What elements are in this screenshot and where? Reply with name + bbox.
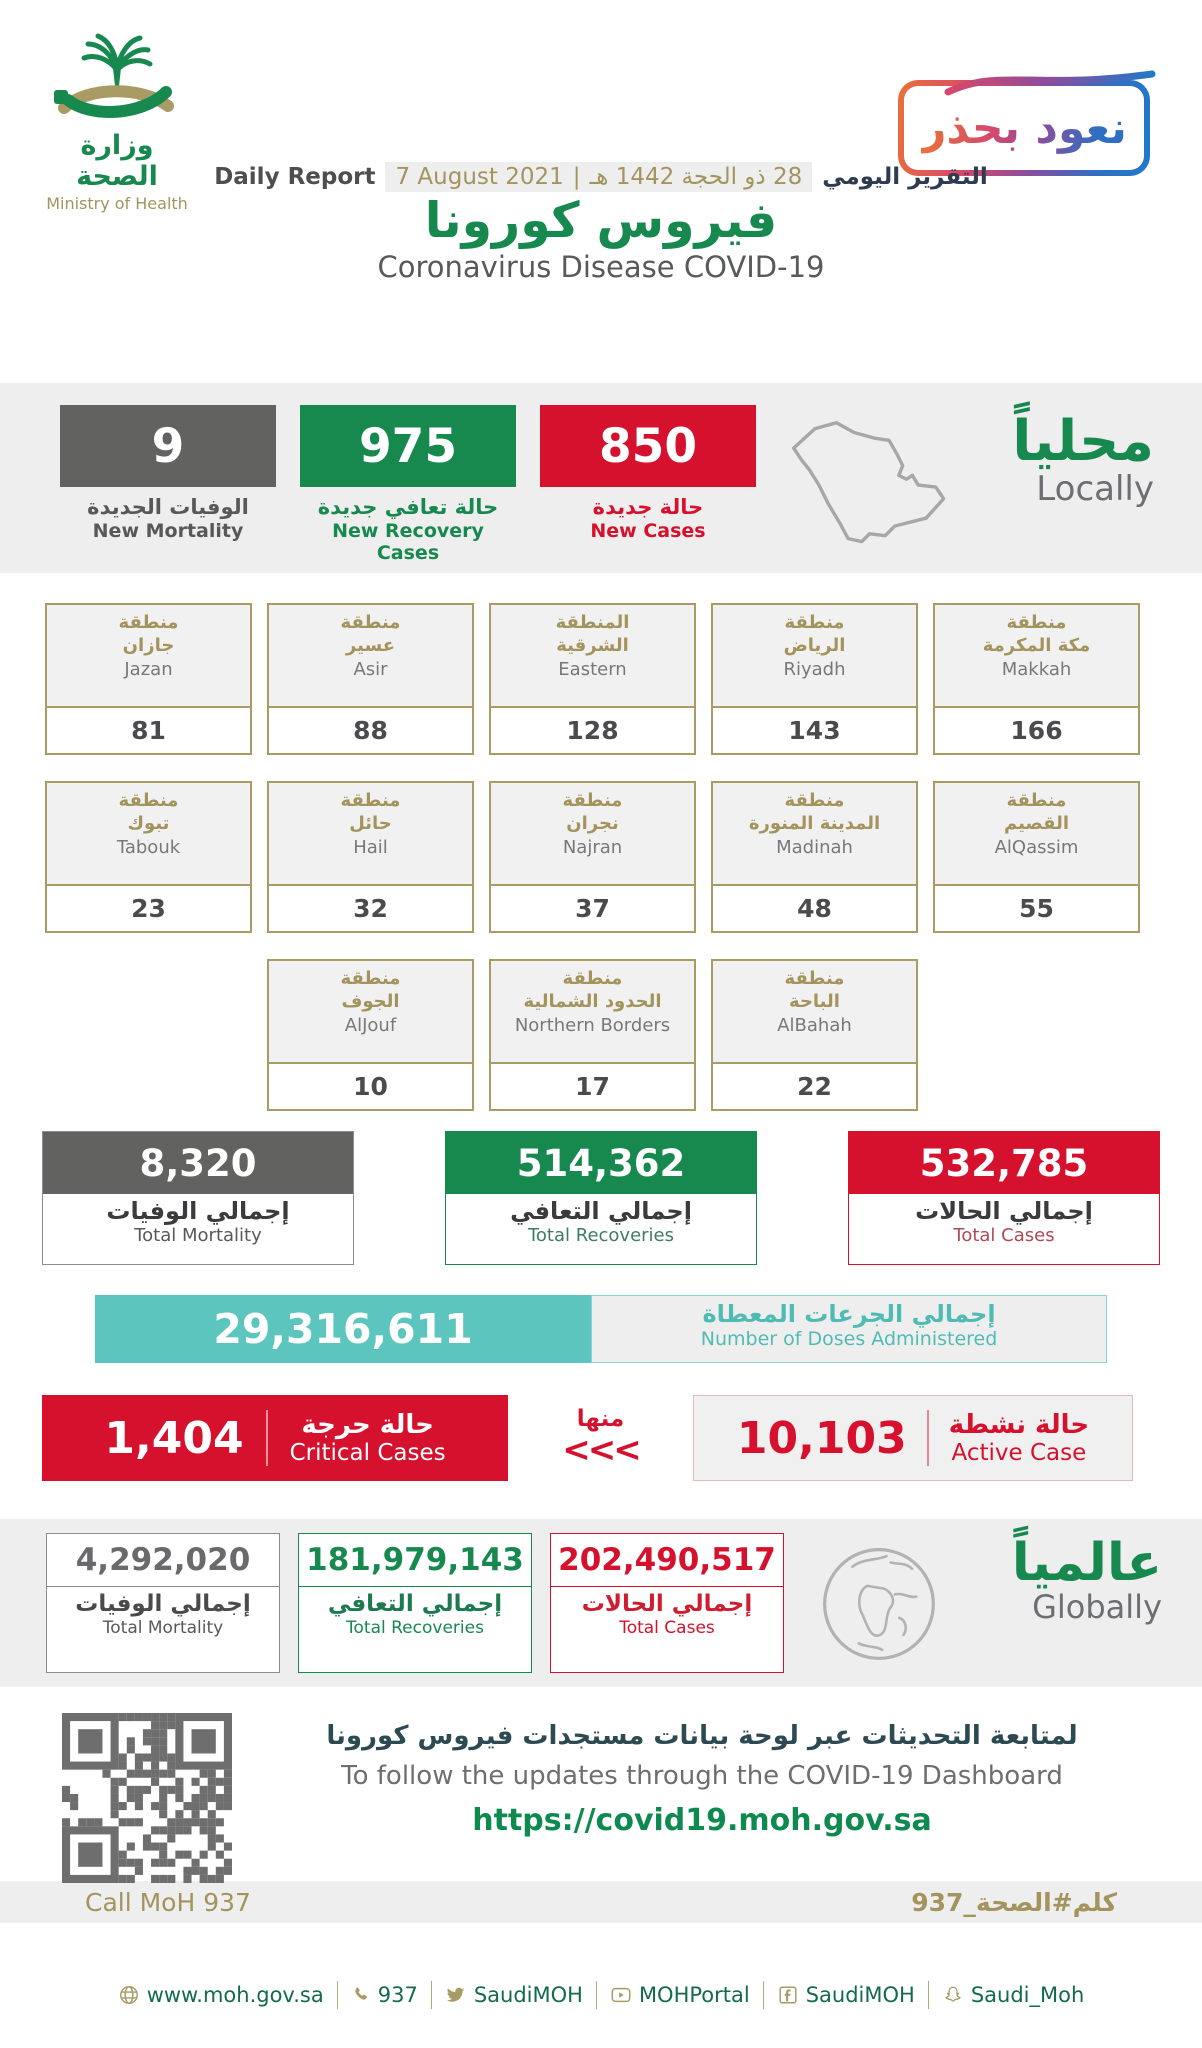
- facebook-icon: [777, 1984, 799, 2006]
- region-en: Madinah: [776, 837, 853, 858]
- global-recoveries-label-ar: إجمالي التعافي: [327, 1591, 503, 1617]
- dashboard-text: [272, 1713, 1132, 1881]
- region-value: 143: [788, 716, 841, 745]
- region-card-najran: [489, 781, 696, 933]
- saudi-map-icon: [780, 405, 965, 573]
- region-en: AlBahah: [777, 1015, 852, 1036]
- region-card-tabouk: [45, 781, 252, 933]
- region-ar-line2: المدينة المنورة: [748, 812, 881, 834]
- region-value: 55: [1019, 894, 1054, 923]
- region-value: 128: [566, 716, 619, 745]
- critical-active-row: [0, 1395, 1202, 1481]
- link-label: MOHPortal: [638, 1983, 750, 2007]
- region-ar-line1: منطقة: [118, 612, 179, 633]
- region-ar-line1: منطقة: [784, 968, 845, 989]
- globally-title-ar: عالمياً: [1011, 1533, 1162, 1593]
- globe-icon: [118, 1984, 140, 2006]
- link-youtube[interactable]: [596, 1981, 763, 2009]
- global-recoveries-box: [298, 1533, 532, 1673]
- of-which-indicator: [508, 1406, 693, 1470]
- region-ar-line2: القصيم: [1003, 812, 1070, 834]
- new-recoveries-value: 975: [300, 405, 516, 487]
- region-value: 10: [353, 1072, 388, 1101]
- total-cases-box: [848, 1131, 1160, 1265]
- divider: [551, 1586, 783, 1587]
- region-ar-line1: منطقة: [784, 790, 845, 811]
- region-en: Riyadh: [783, 659, 846, 680]
- divider: [927, 1410, 929, 1466]
- region-card-riyadh: [711, 603, 918, 755]
- region-card-asir: [267, 603, 474, 755]
- region-en: Asir: [353, 659, 388, 680]
- region-value: 32: [353, 894, 388, 923]
- globally-section: [0, 1519, 1202, 1687]
- region-ar-line2: الشرقية: [556, 634, 629, 656]
- critical-cases-box: [42, 1395, 508, 1481]
- global-cases-value: 202,490,517: [558, 1542, 776, 1578]
- region-card-makkah: [933, 603, 1140, 755]
- region-value: 22: [797, 1072, 832, 1101]
- region-en: Tabouk: [116, 837, 181, 858]
- date-highlight: [385, 162, 812, 192]
- youtube-icon: [610, 1984, 632, 2006]
- chevrons-left-icon: <<<: [562, 1430, 639, 1470]
- link-twitter[interactable]: [431, 1981, 596, 2009]
- link-label: Saudi_Moh: [970, 1983, 1085, 2007]
- globally-title: [950, 1533, 1162, 1687]
- global-mortality-box: [46, 1533, 280, 1673]
- total-mortality-value: 8,320: [43, 1132, 353, 1194]
- region-en: AlJouf: [344, 1015, 397, 1036]
- region-ar-line2: نجران: [566, 812, 619, 834]
- link-label: SaudiMOH: [473, 1983, 583, 2007]
- region-en: Jazan: [124, 659, 173, 680]
- page-title-english: Coronavirus Disease COVID-19: [377, 250, 825, 284]
- new-mortality-stat: [60, 405, 276, 573]
- region-value: 37: [575, 894, 610, 923]
- new-mortality-label-ar: الوفيات الجديدة: [87, 495, 249, 519]
- badge-text: نعود بحذر: [921, 102, 1127, 154]
- global-cases-label-en: Total Cases: [619, 1618, 715, 1638]
- total-mortality-box: [42, 1131, 354, 1265]
- divider: [299, 1586, 531, 1587]
- link-label: SaudiMOH: [805, 1983, 915, 2007]
- region-en: Eastern: [558, 659, 627, 680]
- new-recoveries-label-ar: حالة تعافي جديدة: [317, 495, 499, 519]
- dashboard-line-ar: لمتابعة التحديثات عبر لوحة بيانات مستجدات فيروس كورونا: [326, 1721, 1078, 1751]
- region-ar-line2: الجوف: [341, 990, 400, 1012]
- snapchat-icon: [942, 1984, 964, 2006]
- global-recoveries-value: 181,979,143: [306, 1542, 524, 1578]
- new-mortality-label-en: New Mortality: [92, 520, 244, 542]
- region-card-alqassim: [933, 781, 1140, 933]
- total-recoveries-label-en: Total Recoveries: [527, 1225, 675, 1246]
- doses-label-en: Number of Doses Administered: [700, 1328, 998, 1350]
- active-cases-box: [693, 1395, 1133, 1481]
- region-card-aljouf: [267, 959, 474, 1111]
- region-ar-line1: منطقة: [1006, 612, 1067, 633]
- region-ar-line2: عسير: [345, 634, 396, 656]
- region-ar-line2: حائل: [349, 812, 392, 834]
- region-ar-line1: منطقة: [340, 790, 401, 811]
- region-en: Makkah: [1001, 659, 1072, 680]
- critical-cases-value: 1,404: [104, 1412, 244, 1464]
- new-cases-label-ar: حالة جديدة: [592, 495, 704, 519]
- link-phone[interactable]: [337, 1981, 431, 2009]
- link-label: www.moh.gov.sa: [146, 1983, 324, 2007]
- region-en: Hail: [353, 837, 388, 858]
- regions-grid: [0, 573, 1202, 1111]
- new-cases-stat: [540, 405, 756, 573]
- region-en: AlQassim: [994, 837, 1079, 858]
- global-cases-box: [550, 1533, 784, 1673]
- region-ar-line2: الحدود الشمالية: [523, 990, 662, 1012]
- badge-inner: [904, 86, 1144, 170]
- globally-title-en: Globally: [1032, 1588, 1162, 1627]
- critical-cases-label-en: Critical Cases: [289, 1440, 446, 1466]
- dashboard-section: [0, 1687, 1202, 1881]
- total-cases-label-en: Total Cases: [953, 1225, 1055, 1246]
- region-value: 23: [131, 894, 166, 923]
- call-moh-hashtag: كلم#الصحة_937: [911, 1887, 1117, 1917]
- region-en: Northern Borders: [514, 1015, 671, 1036]
- region-card-madinah: [711, 781, 918, 933]
- page-title-arabic: فيروس كورونا: [424, 192, 778, 249]
- region-ar-line1: منطقة: [784, 612, 845, 633]
- of-which-label-ar: منها: [576, 1406, 625, 1432]
- region-value: 17: [575, 1072, 610, 1101]
- active-cases-value: 10,103: [736, 1412, 907, 1464]
- moh-palm-icon: [42, 28, 192, 128]
- ministry-name-arabic: وزارة الصحة: [76, 130, 158, 192]
- doses-label: [591, 1295, 1107, 1363]
- date-separator: |: [572, 164, 581, 190]
- dashboard-line-en: To follow the updates through the COVID-19 Dashboard: [341, 1761, 1063, 1791]
- ministry-name-english: Ministry of Health: [46, 194, 188, 213]
- region-card-eastern: [489, 603, 696, 755]
- region-value: 88: [353, 716, 388, 745]
- region-ar-line2: جازان: [122, 634, 175, 656]
- report-header: [0, 0, 1202, 383]
- global-mortality-label-ar: إجمالي الوفيات: [75, 1591, 251, 1617]
- divider: [47, 1586, 279, 1587]
- total-cases-value: 532,785: [849, 1132, 1159, 1194]
- local-totals-row: [0, 1111, 1202, 1265]
- total-mortality-label-ar: إجمالي الوفيات: [106, 1197, 290, 1225]
- region-ar-line1: منطقة: [340, 968, 401, 989]
- new-recoveries-label-en: New Recovery Cases: [332, 520, 484, 564]
- total-recoveries-value: 514,362: [446, 1132, 756, 1194]
- locally-title: [989, 405, 1154, 573]
- region-card-northern-borders: [489, 959, 696, 1111]
- region-ar-line1: منطقة: [562, 790, 623, 811]
- twitter-icon: [445, 1984, 467, 2006]
- link-snapchat[interactable]: [928, 1981, 1097, 2009]
- region-card-hail: [267, 781, 474, 933]
- daily-report-label-ar: التقرير اليومي: [822, 164, 988, 190]
- date-hijri: 28 ذو الحجة 1442 هـ: [589, 164, 803, 190]
- total-recoveries-label-ar: إجمالي التعافي: [510, 1197, 692, 1225]
- new-mortality-value: 9: [60, 405, 276, 487]
- global-mortality-label-en: Total Mortality: [102, 1618, 224, 1638]
- region-en: Najran: [562, 837, 623, 858]
- region-ar-line2: تبوك: [127, 812, 170, 834]
- phone-icon: [351, 1985, 371, 2005]
- new-recoveries-stat: [300, 405, 516, 573]
- total-cases-label-ar: إجمالي الحالات: [915, 1197, 1093, 1225]
- globe-icon: [820, 1533, 940, 1687]
- region-value: 48: [797, 894, 832, 923]
- region-ar-line2: مكة المكرمة: [982, 634, 1091, 656]
- total-recoveries-box: [445, 1131, 757, 1265]
- locally-title-ar: محلياً: [1012, 409, 1154, 474]
- region-ar-line1: منطقة: [562, 968, 623, 989]
- region-value: 166: [1010, 716, 1063, 745]
- dashboard-url-link[interactable]: https://covid19.moh.gov.sa: [472, 1803, 932, 1838]
- region-ar-line2: الرياض: [783, 634, 846, 656]
- link-label: 937: [377, 1983, 418, 2007]
- region-ar-line1: منطقة: [1006, 790, 1067, 811]
- region-value: 81: [131, 716, 166, 745]
- daily-report-label-en: Daily Report: [214, 164, 376, 190]
- region-ar-line2: الباحة: [789, 990, 840, 1012]
- link-website[interactable]: [105, 1981, 337, 2009]
- date-row: [0, 162, 1202, 192]
- footer-links: [0, 1981, 1202, 2009]
- active-cases-label-ar: حالة نشطة: [948, 1410, 1090, 1440]
- doses-value: 29,316,611: [95, 1295, 591, 1363]
- global-mortality-value: 4,292,020: [75, 1542, 251, 1578]
- qr-code: [62, 1713, 232, 1883]
- region-ar-line1: منطقة: [118, 790, 179, 811]
- doses-label-ar: إجمالي الجرعات المعطاة: [702, 1300, 996, 1328]
- date-gregorian: 7 August 2021: [395, 164, 564, 190]
- critical-cases-label-ar: حالة حرجة: [301, 1410, 434, 1440]
- new-cases-value: 850: [540, 405, 756, 487]
- global-recoveries-label-en: Total Recoveries: [346, 1618, 484, 1638]
- active-cases-label-en: Active Case: [951, 1440, 1087, 1466]
- link-facebook[interactable]: [763, 1981, 928, 2009]
- locally-section: [0, 383, 1202, 573]
- call-moh-left: Call MoH 937: [85, 1887, 251, 1917]
- region-card-albahah: [711, 959, 918, 1111]
- call-moh-band: [0, 1881, 1202, 1923]
- divider: [266, 1410, 268, 1466]
- locally-title-en: Locally: [1036, 468, 1154, 509]
- doses-administered-row: [0, 1295, 1202, 1363]
- region-card-jazan: [45, 603, 252, 755]
- region-ar-line1: المنطقة: [555, 612, 630, 633]
- region-ar-line1: منطقة: [340, 612, 401, 633]
- total-mortality-label-en: Total Mortality: [134, 1225, 262, 1246]
- new-cases-label-en: New Cases: [590, 520, 706, 542]
- global-cases-label-ar: إجمالي الحالات: [581, 1591, 753, 1617]
